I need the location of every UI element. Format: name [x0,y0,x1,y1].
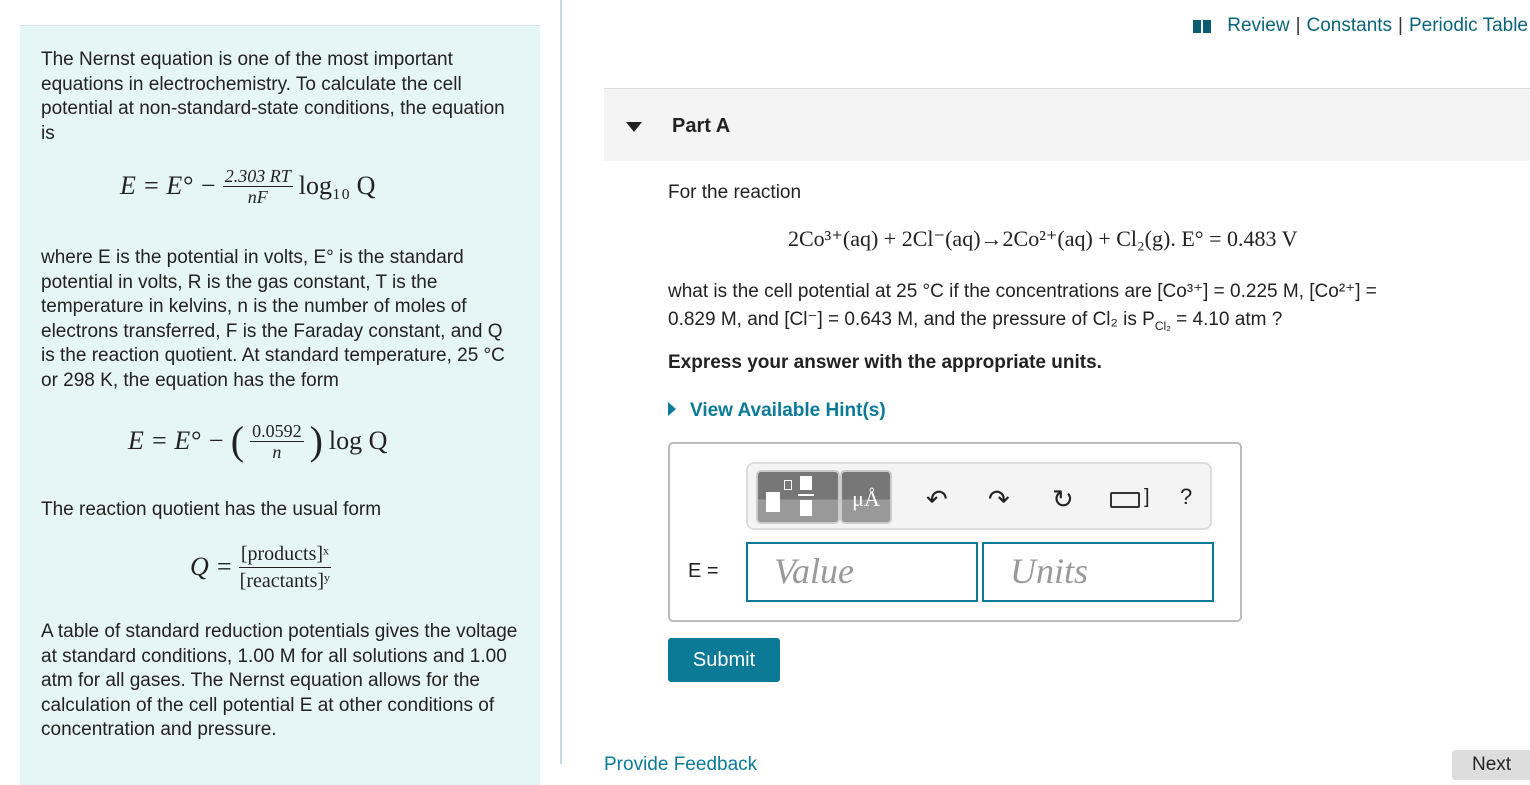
constants-link[interactable]: Constants [1306,15,1393,36]
panel-divider [560,0,562,764]
hints-label: View Available Hint(s) [690,400,886,421]
part-title: Part A [672,115,731,137]
eq-num: 2.303 RT [224,166,291,186]
keyboard-icon[interactable] [1110,492,1140,508]
eq-den: n [272,442,282,462]
answer-label [688,560,719,583]
eq-lhs: E = E° − [120,171,217,201]
nernst-standard-equation: E = E° − ( $\frac{0.0592}{n}$ ) log Q [128,418,388,464]
resource-links [1193,15,1528,37]
nernst-equation [120,166,375,207]
periodic-table-link[interactable]: Periodic Table [1408,15,1528,36]
reaction-intro: For the reaction [668,182,802,203]
redo-icon[interactable]: ↷ [988,484,1010,514]
provide-feedback-link[interactable]: Provide Feedback [604,754,758,775]
question-end: = 4.10 atm ? [1170,309,1283,330]
units-tool-button[interactable]: μÅ [840,470,892,524]
book-icon [1193,20,1211,33]
eq-den: nF [247,187,268,207]
units-input[interactable]: Units [982,542,1214,602]
where-text: where E is the potential in volts, E° is the standard potential in volts, R is the gas constant, T is the temperature in kelvins, n is the number of moles of electrons transferred, F is the Faraday constant, and Q is the reaction quotient. At standard temperature, 25 °C or 298 K, the equation has the form [41,247,505,391]
intro-text: The Nernst equation is one of the most important equations in electrochemistry. To calculate the cell potential at non-standard-state conditions, the equation is [41,49,505,144]
intro-panel [20,25,540,785]
eq-num: 0.0592 [252,421,302,441]
value-input[interactable]: Value [746,542,978,602]
quotient-text: The reaction quotient has the usual form [41,499,382,520]
question-line-2 [668,308,1282,333]
separator: | [1295,15,1301,36]
next-button[interactable]: Next [1452,750,1530,780]
answer-label-text: E = [688,560,719,582]
caret-right-icon [668,402,676,416]
keyboard-toggle-icon[interactable]: ] [1144,486,1150,508]
question-text: 0.829 M, and [Cl⁻] = 0.643 M, and the pressure of Cl₂ is P [668,309,1155,330]
templates-button[interactable] [756,470,840,524]
answer-box [668,442,1242,622]
separator: | [1398,15,1403,36]
question-line-1: what is the cell potential at 25 °C if the concentrations are [Co³⁺] = 0.225 M, [Co²⁺] = [668,281,1377,302]
eq-rhs: log₁₀ Q [298,171,376,201]
review-link[interactable]: Review [1227,15,1290,36]
reset-icon[interactable]: ↻ [1052,484,1074,514]
part-a-header[interactable] [604,88,1530,161]
reaction-equation: 2Co³⁺(aq) + 2Cl⁻(aq)→2Co²⁺(aq) + Cl₂(g). E° = 0.483 V [788,226,1298,251]
eq-den: [reactants]ʸ [239,570,330,592]
submit-button[interactable]: Submit [668,638,780,682]
instruction: Express your answer with the appropriate units. [668,352,1102,373]
help-button[interactable]: ? [1180,484,1193,509]
eq-rhs: log Q [328,426,388,456]
collapse-triangle-icon[interactable] [626,122,642,132]
view-hints-link[interactable] [668,400,886,422]
math-toolbar [746,462,1212,530]
quotient-equation [190,541,337,594]
undo-icon[interactable]: ↶ [926,484,948,514]
eq-num: [products]ˣ [239,541,331,568]
eq-lhs: E = E° − [128,426,225,456]
subscript: Cl₂ [1154,318,1171,333]
table-text: A table of standard reduction potentials gives the voltage at standard conditions, 1.00 M for all solutions and 1.00 atm for all gases. The Nernst equation allows for the calculation of the cell potential E at other conditions of concentration and pressure. [41,621,518,740]
eq-lhs: Q = [190,552,233,582]
